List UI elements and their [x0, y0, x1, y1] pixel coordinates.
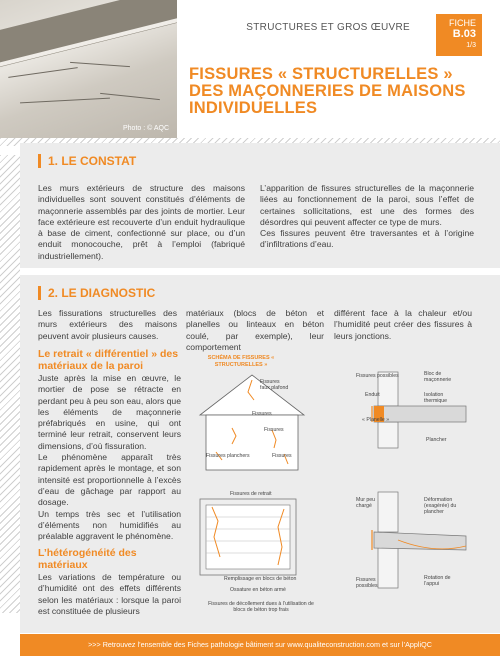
- slab-bottom-label-1: Mur peu chargé: [356, 497, 376, 509]
- constat-col-1: Les murs extérieurs de structure des maisons individuelles sont souvent constitués d’éléments de maçonnerie assemblés par des joints de mortier. Leur face extérieure est recouverte d’un enduit hydraulique à base de ciment, confectionné sur place, ou d’un enduit monocouche, prêt à l’emploi (fabriqué industriellement).: [38, 183, 245, 261]
- hatch-margin: [0, 155, 20, 613]
- wall-label-4: Fissures de décollement dues à l’utilisation de blocs de béton trop frais: [208, 601, 314, 613]
- diagnostic-intro-1: Les fissurations structurelles des murs extérieurs des maisons peuvent avoir plusieurs causes.: [38, 308, 177, 341]
- diagnostic-intro-3: différent face à la chaleur et/ou l’humidité peut créer des fissures à leurs jonctions.: [334, 308, 472, 341]
- category-label: STRUCTURES ET GROS ŒUVRE: [246, 22, 410, 33]
- slab-detail-top: [354, 370, 484, 450]
- fiche-label: FICHE: [449, 18, 476, 28]
- footer-text: >>> Retrouvez l’ensemble des Fiches pathologie bâtiment sur www.qualiteconstruction.com et sur l’AppliQC: [88, 640, 432, 649]
- wall-label-2: Remplissage en blocs de béton: [224, 576, 297, 582]
- house-label-3: Fissures: [264, 427, 284, 433]
- section-heading: 1. LE CONSTAT: [48, 154, 137, 168]
- footer-banner: [20, 634, 500, 656]
- title-line-1: FISSURES « STRUCTURELLES »: [189, 65, 453, 83]
- fiche-code: B.03: [452, 28, 476, 40]
- house-label-5: Fissures: [272, 453, 292, 459]
- page-title: [189, 66, 489, 117]
- wall-label-3: Ossature en béton armé: [230, 587, 286, 593]
- subheading-heterogeneite: L’hétérogénéité des matériaux: [38, 547, 137, 571]
- house-label-1: Fissures faux plafond: [260, 379, 289, 391]
- slab-top-label-1: Fissures possibles: [356, 373, 399, 379]
- slab-bottom-label-3: Fissures possibles: [356, 577, 378, 589]
- subheading-retrait: Le retrait « différentiel » des matériaux de la paroi: [38, 348, 179, 372]
- slab-top-label-5: « Planelle »: [362, 417, 390, 423]
- section-diagnostic: [20, 275, 500, 633]
- slab-top-label-6: Plancher: [426, 437, 447, 443]
- section-constat: [20, 143, 500, 268]
- cover-photo: [0, 0, 177, 138]
- title-line-3: INDIVIDUELLES: [189, 99, 318, 117]
- slab-top-label-4: Isolation thermique: [424, 392, 448, 404]
- retrait-text: Juste après la mise en œuvre, le mortier de pose se rétracte en perdant peu à peu son eau, alors que les éléments de maçonnerie préfabriqués en usine, qui ont terminé leur retrait, conservent leurs dimensions, d’où fissuration. Le phénomène apparaît très rapidement après le montage, et son intensité est proportionnelle à l’excès d’eau de gâchage par rapport au dosage. Un temps très sec et l’utilisation d’éléments non humidifiés au préalable aggravent le phénomène.: [38, 373, 181, 542]
- fiche-badge: [436, 14, 482, 56]
- figure-title: SCHÉMA DE FISSURES « STRUCTURELLES »: [207, 355, 275, 368]
- heterogeneite-text: Les variations de température ou d’humidité ont des effets différents selon les matériaux : lorsque la paroi est constituée de plusieurs: [38, 572, 181, 616]
- slab-top-label-3: Bloc de maçonnerie: [424, 371, 452, 383]
- wall-frame-diagram: [198, 497, 298, 577]
- slab-bottom-label-4: Rotation de l’appui: [424, 575, 451, 587]
- fiche-page: 1/3: [466, 42, 476, 49]
- constat-col-2: L’apparition de fissures structurelles de la maçonnerie liées au fonctionnement de la paroi, sous l’effet de certaines sollicitations, est une des formes des désordres qui peuvent affecter ce type de murs. Ces fissures peuvent être traversantes et à l’origine d’infiltrations d’eau.: [260, 183, 474, 250]
- photo-credit: Photo : © AQC: [122, 125, 169, 132]
- house-label-2: Fissures: [252, 411, 272, 417]
- house-label-4: Fissures planchers: [206, 453, 250, 459]
- wall-label-1: Fissures de retrait: [230, 491, 272, 497]
- slab-bottom-label-2: Déformation (exagérée) du plancher: [424, 497, 457, 515]
- section-heading: 2. LE DIAGNOSTIC: [48, 286, 156, 300]
- diagnostic-intro-2: matériaux (blocs de béton et planelles ou linteaux en béton coulé, par exemple), leur comportement: [186, 308, 324, 352]
- house-diagram: [192, 370, 312, 475]
- slab-top-label-2: Enduit: [365, 392, 380, 398]
- title-line-2: DES MAÇONNERIES DE MAISONS: [189, 82, 466, 100]
